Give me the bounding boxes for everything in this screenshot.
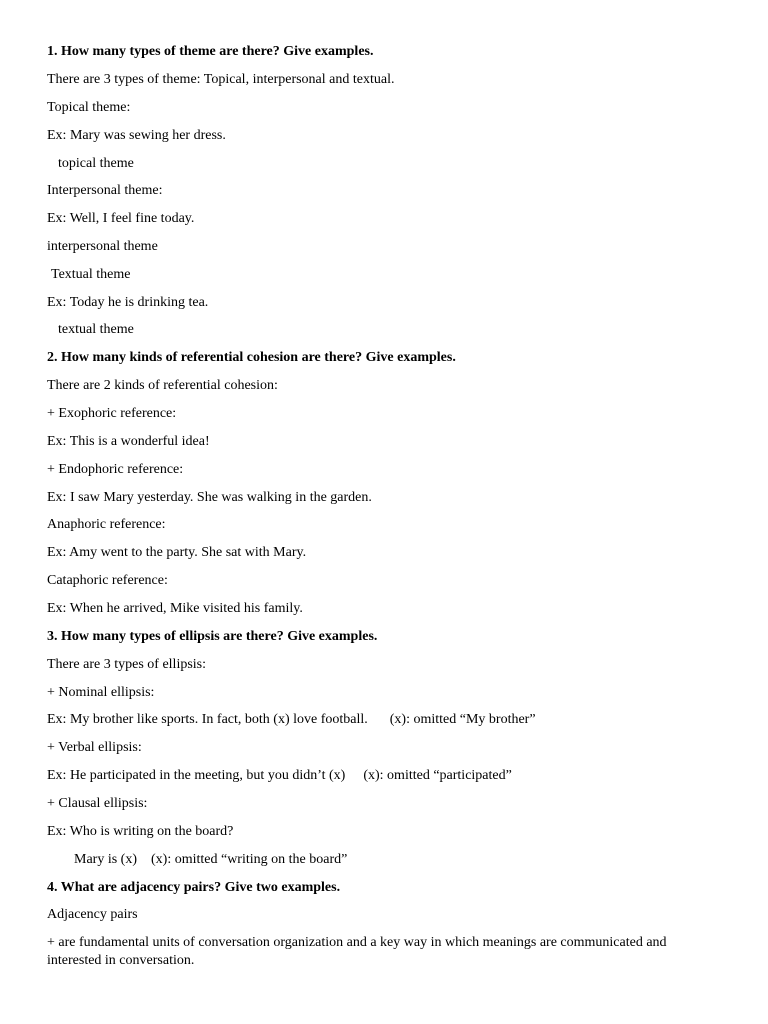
question-1-heading: 1. How many types of theme are there? Give examples. bbox=[47, 44, 374, 59]
q1-textual-label: Textual theme bbox=[51, 267, 131, 282]
q3-nominal-row bbox=[47, 711, 727, 729]
q3-clausal-row bbox=[74, 851, 754, 869]
q3-verbal-label: + Verbal ellipsis: bbox=[47, 740, 142, 755]
q1-topical-example: Ex: Mary was sewing her dress. bbox=[47, 128, 226, 143]
q4-definition: + are fundamental units of conversation organization and a key way in which meanings are communicated and interested in conversation. bbox=[47, 935, 667, 968]
q3-clausal-example: Ex: Who is writing on the board? bbox=[47, 824, 234, 839]
q2-cataphoric-label: Cataphoric reference: bbox=[47, 573, 168, 588]
question-4-heading: 4. What are adjacency pairs? Give two examples. bbox=[47, 880, 341, 895]
q2-endophoric-label: + Endophoric reference: bbox=[47, 462, 184, 477]
q3-clausal-answer: Mary is (x) bbox=[74, 852, 137, 867]
q2-exophoric-example: Ex: This is a wonderful idea! bbox=[47, 434, 210, 449]
q2-endophoric-example: Ex: I saw Mary yesterday. She was walking in the garden. bbox=[47, 490, 372, 505]
q3-verbal-example: Ex: He participated in the meeting, but you didn’t (x) bbox=[47, 768, 346, 783]
q2-anaphoric-label: Anaphoric reference: bbox=[47, 517, 166, 532]
q2-anaphoric-example: Ex: Amy went to the party. She sat with Mary. bbox=[47, 545, 307, 560]
q1-textual-example: Ex: Today he is drinking tea. bbox=[47, 295, 209, 310]
q4-label: Adjacency pairs bbox=[47, 907, 138, 922]
q3-intro: There are 3 types of ellipsis: bbox=[47, 657, 207, 672]
q3-nominal-example: Ex: My brother like sports. In fact, both (x) love football. bbox=[47, 712, 368, 727]
q1-topical-note: topical theme bbox=[58, 156, 134, 171]
q2-intro: There are 2 kinds of referential cohesion: bbox=[47, 378, 278, 393]
q1-textual-note: textual theme bbox=[58, 322, 134, 337]
question-2-heading: 2. How many kinds of referential cohesion are there? Give examples. bbox=[47, 350, 456, 365]
q3-clausal-label: + Clausal ellipsis: bbox=[47, 796, 148, 811]
q2-exophoric-label: + Exophoric reference: bbox=[47, 406, 177, 421]
q3-verbal-row bbox=[47, 767, 727, 785]
q1-interpersonal-note: interpersonal theme bbox=[47, 239, 158, 254]
q1-interpersonal-example: Ex: Well, I feel fine today. bbox=[47, 211, 195, 226]
q1-interpersonal-label: Interpersonal theme: bbox=[47, 183, 163, 198]
question-3-heading: 3. How many types of ellipsis are there? Give examples. bbox=[47, 629, 378, 644]
q3-nominal-note: (x): omitted “My brother” bbox=[389, 712, 536, 727]
q3-nominal-label: + Nominal ellipsis: bbox=[47, 685, 155, 700]
q3-clausal-note: (x): omitted “writing on the board” bbox=[151, 852, 348, 867]
q1-intro: There are 3 types of theme: Topical, interpersonal and textual. bbox=[47, 72, 395, 87]
q1-topical-label: Topical theme: bbox=[47, 100, 131, 115]
q2-cataphoric-example: Ex: When he arrived, Mike visited his family. bbox=[47, 601, 303, 616]
q3-verbal-note: (x): omitted “participated” bbox=[363, 768, 512, 783]
